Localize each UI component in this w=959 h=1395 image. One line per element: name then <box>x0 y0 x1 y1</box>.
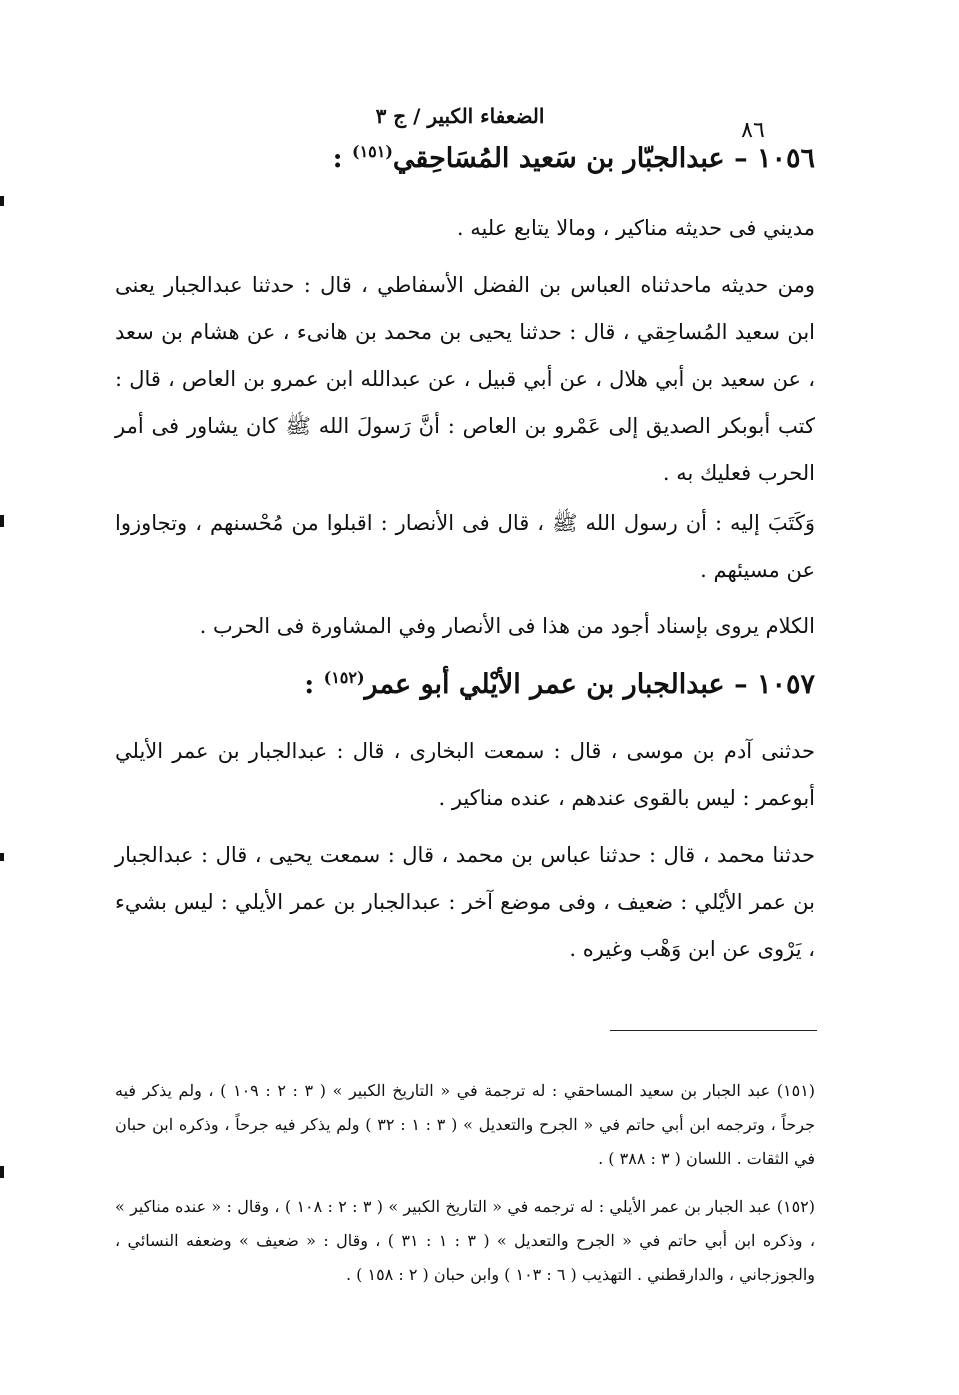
entry-colon: : <box>304 669 315 700</box>
paragraph: مديني فى حديثه مناكير ، ومالا يتابع عليه . <box>456 216 815 240</box>
scan-mark <box>0 515 4 527</box>
footnote-152 <box>115 1190 815 1292</box>
entry-1056-body <box>115 603 815 650</box>
entry-name: عبدالجبار بن عمر الأيْلي أبو عمر <box>364 669 725 700</box>
entry-dash: – <box>734 669 748 700</box>
entry-1056-body <box>115 500 815 594</box>
entry-heading <box>115 142 815 174</box>
footnote-151 <box>115 1074 815 1176</box>
entry-dash: – <box>734 143 748 174</box>
entry-1056-body <box>115 262 815 497</box>
entry-1057-body <box>115 728 815 822</box>
paragraph: ومن حديثه ماحدثناه العباس بن الفضل الأسفاطي ، قال : حدثنا عبدالجبار يعنى ابن سعيد المُساحِقي ، قال : حدثنا يحيى بن محمد بن هانىء ، عن هشام بن سعد ، عن سعيد بن أبي هلال ، عن أبي قبيل ، عن عبدالله ابن عمرو بن العاص ، قال : كتب أبوبكر الصديق إلى عَمْرو بن العاص : أنَّ رَسولَ الله ﷺ كان يشاور فى أمر الحرب فعليك به . <box>115 273 815 485</box>
footnote-ref: (١٥٢) <box>323 668 365 687</box>
scan-mark <box>0 196 4 206</box>
scan-mark <box>0 853 4 861</box>
paragraph: حدثنى آدم بن موسى ، قال : سمعت البخارى ، قال : عبدالجبار بن عمر الأيلي أبوعمر : ليس بالقوى عندهم ، عنده مناكير . <box>115 739 815 810</box>
entry-number: ١٠٥٦ <box>756 143 815 174</box>
footnote-separator <box>610 1030 817 1031</box>
running-title: الضعفاء الكبير / ج ٣ <box>375 104 545 128</box>
entry-name: عبدالجبّار بن سَعيد المُسَاحِقي <box>392 143 725 174</box>
entry-1056-body <box>115 205 815 252</box>
entry-1057 <box>115 668 815 700</box>
footnote-text: (١٥١) عبد الجبار بن سعيد المساحقي : له ترجمة في « التاريخ الكبير » ( ٣ : ٢ : ١٠٩ ) ، ولم يذكر فيه جرحاً ، وترجمه ابن أبي حاتم في « الجرح والتعديل » ( ٣ : ١ : ٣٢ ) ولم يذكر فيه جرحاً ، وذكره ابن حبان في الثقات . اللسان ( ٣ : ٣٨٨ ) . <box>115 1081 816 1168</box>
scan-mark <box>0 1166 4 1178</box>
paragraph: الكلام يروى بإسناد أجود من هذا فى الأنصار وفي المشاورة فى الحرب . <box>199 614 815 638</box>
footnote-text: (١٥٢) عبد الجبار بن عمر الأيلي : له ترجمه في « التاريخ الكبير » ( ٣ : ٢ : ١٠٨ ) ، وقال : « عنده مناكير » ، وذكره ابن أبي حاتم في « الجرح والتعديل » ( ٣ : ١ : ٣١ ) ، وقال : « ضعيف » وضعفه النسائي ، والجوزجاني ، والدارقطني . التهذيب ( ٦ : ١٠٣ ) وابن حبان ( ٢ : ١٥٨ ) . <box>115 1197 816 1284</box>
paragraph: حدثنا محمد ، قال : حدثنا عباس بن محمد ، قال : سمعت يحيى ، قال : عبدالجبار بن عمر الأيْلي : ضعيف ، وفى موضع آخر : عبدالجبار بن عمر الأيلي : ليس بشيء ، يَرْوى عن ابن وَهْب وغيره . <box>115 843 815 961</box>
page-number: ٨٦ <box>741 118 765 143</box>
paragraph: وَكَتَبَ إليه : أن رسول الله ﷺ ، قال فى الأنصار : اقبلوا من مُحْسنهم ، وتجاوزوا عن مسيئهم . <box>115 511 815 582</box>
entry-heading <box>115 668 815 700</box>
entry-1056 <box>115 142 815 174</box>
entry-number: ١٠٥٧ <box>756 669 815 700</box>
entry-colon: : <box>332 143 343 174</box>
entry-1057-body <box>115 832 815 973</box>
footnote-ref: (١٥١) <box>351 142 393 161</box>
